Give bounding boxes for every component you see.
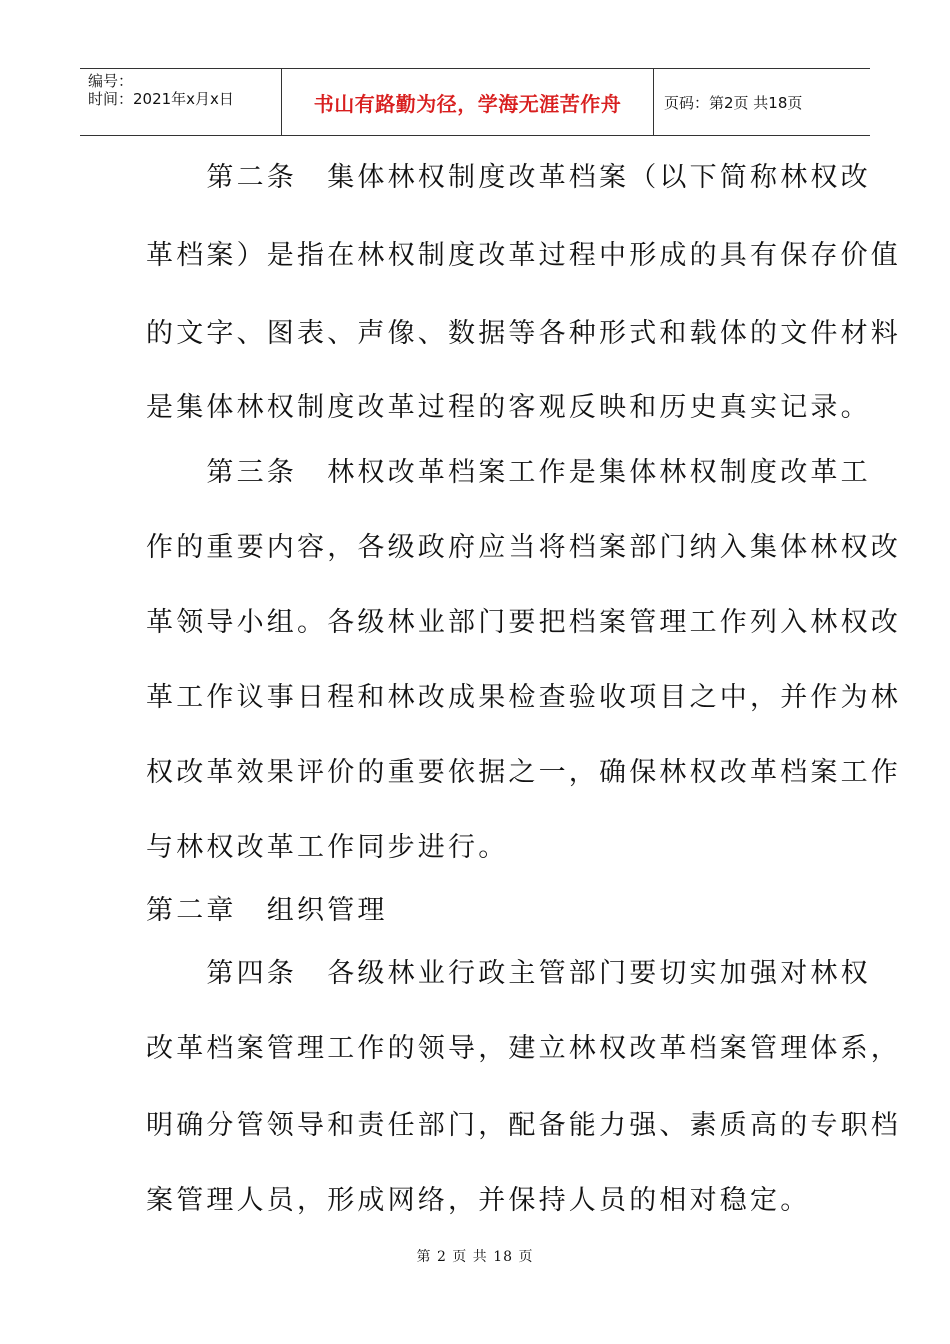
body-line: 革档案）是指在林权制度改革过程中形成的具有保存价值	[146, 240, 901, 271]
body-line: 第二条 集体林权制度改革档案（以下简称林权改	[146, 162, 871, 193]
document-number-label: 编号：	[88, 72, 134, 90]
header-motto: 书山有路勤为径，学海无涯苦作舟	[282, 69, 654, 135]
body-line: 案管理人员，形成网络，并保持人员的相对稳定。	[146, 1185, 811, 1216]
body-line: 改革档案管理工作的领导，建立林权改革档案管理体系，	[146, 1033, 901, 1064]
body-line: 与林权改革工作同步进行。	[146, 832, 509, 863]
header-meta	[80, 69, 282, 135]
body-line: 明确分管领导和责任部门，配备能力强、素质高的专职档	[146, 1110, 901, 1141]
page-header	[80, 68, 870, 136]
body-line: 第三条 林权改革档案工作是集体林权制度改革工	[146, 457, 871, 488]
page-footer: 第 2 页 共 18 页	[416, 1249, 534, 1265]
body-line: 是集体林权制度改革过程的客观反映和历史真实记录。	[146, 392, 871, 423]
body-line: 的文字、图表、声像、数据等各种形式和载体的文件材料	[146, 318, 901, 349]
body-line: 革领导小组。各级林业部门要把档案管理工作列入林权改	[146, 607, 901, 638]
chapter-heading: 第二章 组织管理	[146, 895, 388, 926]
body-line: 第四条 各级林业行政主管部门要切实加强对林权	[146, 958, 871, 989]
header-page-info: 页码：第2页 共18页	[664, 93, 803, 112]
body-line: 权改革效果评价的重要依据之一，确保林权改革档案工作	[146, 757, 901, 788]
body-line: 作的重要内容，各级政府应当将档案部门纳入集体林权改	[146, 532, 901, 563]
document-time-label: 时间：2021年x月x日	[88, 90, 234, 108]
body-line: 革工作议事日程和林改成果检查验收项目之中，并作为林	[146, 682, 901, 713]
